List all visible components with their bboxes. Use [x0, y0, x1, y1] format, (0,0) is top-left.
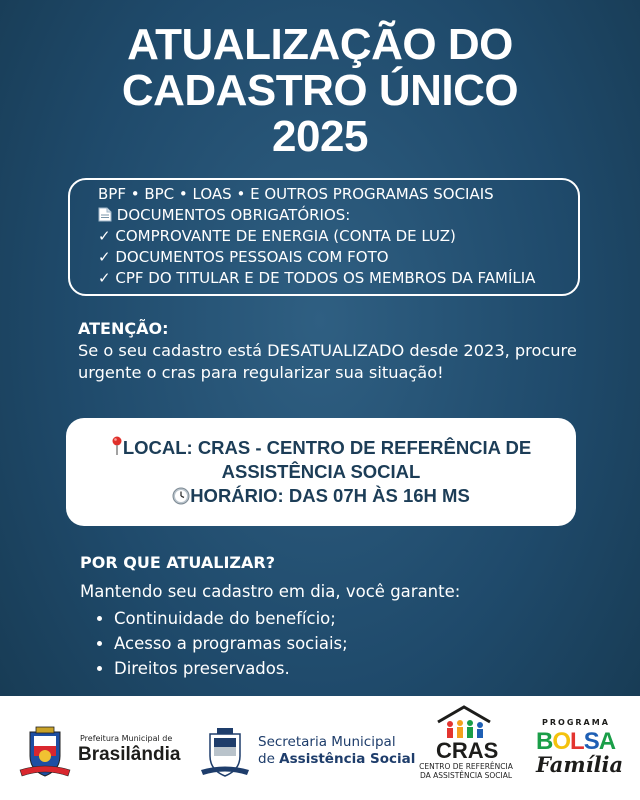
hours-text: HORÁRIO: DAS 07H ÀS 16H MS — [190, 485, 470, 506]
city-crest-icon — [18, 726, 72, 782]
secretaria-bold: Assistência Social — [279, 751, 416, 767]
document-item — [98, 226, 578, 247]
programs-line: BPF • BPC • LOAS • E OUTROS PROGRAMAS SOCIAIS — [98, 185, 494, 203]
clock-icon — [172, 484, 190, 508]
title-line-1: ATUALIZAÇÃO DO — [127, 20, 513, 69]
secretaria-line-2 — [258, 751, 415, 767]
documents-box — [68, 178, 580, 296]
why-intro: Mantendo seu cadastro em dia, você garante: — [80, 582, 461, 601]
bolsa-familia-logo — [532, 718, 632, 788]
cras-subtitle-2: DA ASSISTÊNCIA SOCIAL — [419, 771, 513, 780]
cras-subtitle-1: CENTRO DE REFERÊNCIA — [419, 762, 513, 771]
list-item: • Acesso a programas sociais; — [114, 631, 620, 656]
familia-word: Família — [536, 752, 624, 777]
attention-line-1: Se o seu cadastro está DESATUALIZADO desde 2023, procure — [78, 341, 577, 360]
document-item-label: DOCUMENTOS PESSOAIS COM FOTO — [115, 248, 389, 266]
title-line-2: CADASTRO ÚNICO — [121, 66, 519, 115]
why-title: POR QUE ATUALIZAR? — [80, 553, 275, 572]
document-item-label: CPF DO TITULAR E DE TODOS OS MEMBROS DA FAMÍLIA — [115, 269, 536, 287]
check-icon: ✓ — [98, 269, 111, 287]
bolsa-letters — [536, 728, 615, 755]
list-item: • Direitos preservados. — [114, 656, 620, 681]
why-update-section — [80, 552, 620, 681]
prefeitura-logo — [18, 726, 188, 778]
prefeitura-name: Brasilândia — [78, 744, 181, 765]
title-line-3: 2025 — [272, 112, 368, 161]
documents-header — [98, 205, 578, 226]
programa-label: PROGRAMA — [542, 718, 610, 727]
document-item-label: COMPROVANTE DE ENERGIA (CONTA DE LUZ) — [115, 227, 456, 245]
document-item — [98, 268, 578, 289]
check-icon: ✓ — [98, 248, 111, 266]
benefits-list — [80, 606, 620, 681]
footer-logos — [0, 696, 640, 800]
document-item — [98, 247, 578, 268]
attention-line-2: urgente o cras para regularizar sua situação! — [78, 363, 444, 382]
cras-name: CRAS — [436, 738, 499, 763]
location-text-1: LOCAL: CRAS - CENTRO DE REFERÊNCIA DE — [122, 437, 532, 458]
secretaria-crest-icon — [198, 726, 252, 782]
attention-label: ATENÇÃO: — [78, 319, 169, 338]
page-title — [0, 22, 640, 160]
hours-line — [66, 484, 576, 508]
location-box — [66, 418, 576, 526]
documents-header-text: DOCUMENTOS OBRIGATÓRIOS: — [116, 206, 351, 224]
prefeitura-small-text: Prefeitura Municipal de — [80, 734, 173, 743]
bolsa-letter: L — [570, 728, 584, 755]
bolsa-letter: A — [598, 728, 616, 755]
check-icon: ✓ — [98, 227, 111, 245]
document-icon — [98, 205, 112, 226]
bolsa-letter: S — [583, 728, 599, 755]
secretaria-prefix: de — [258, 751, 280, 767]
location-line-2: ASSISTÊNCIA SOCIAL — [221, 461, 421, 482]
bolsa-letter: B — [536, 728, 553, 755]
map-pin-icon — [111, 436, 123, 460]
attention-section — [78, 318, 628, 384]
location-line-1 — [66, 436, 576, 460]
list-item: • Continuidade do benefício; — [114, 606, 620, 631]
secretaria-line-1: Secretaria Municipal — [258, 734, 396, 750]
secretaria-logo — [198, 726, 416, 778]
bolsa-letter: O — [552, 728, 571, 755]
cras-logo — [416, 704, 516, 794]
